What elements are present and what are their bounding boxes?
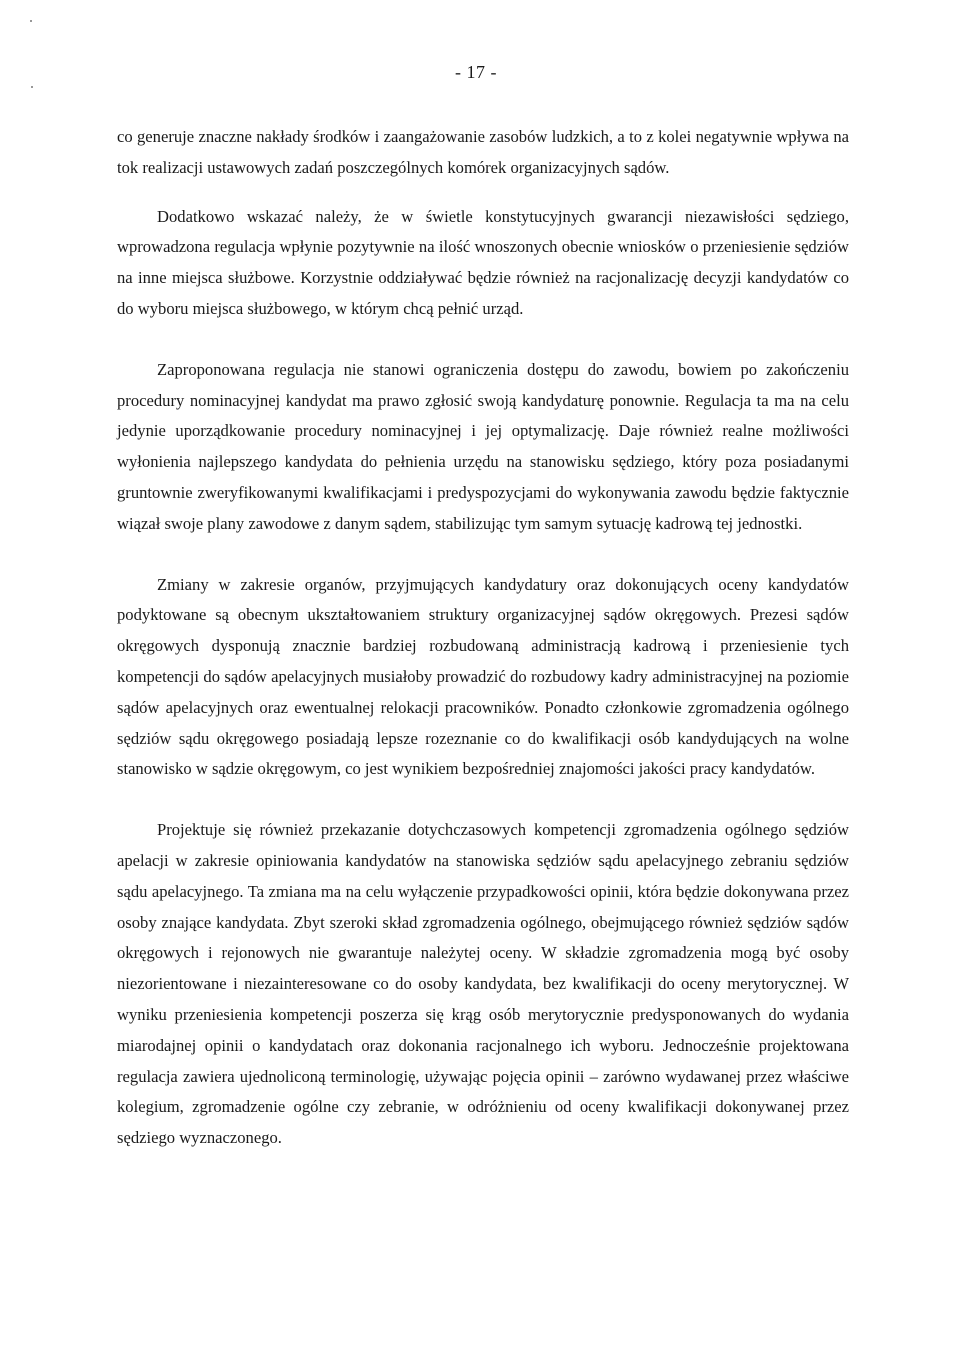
paragraph-dostep-do-zawodu: Zaproponowana regulacja nie stanowi ograniczenia dostępu do zawodu, bowiem po zakończeniu procedury nominacyjnej kandydat ma prawo zgłosić swoją kandydaturę ponownie. Regulacja ta ma na celu jedynie uporządkowanie procedury nominacyjnej i jej optymalizację. Daje również realne możliwości wyłonienia najlepszego kandydata do pełnienia urzędu na stanowisku sędziego, który poza posiadanymi gruntownie zweryfikowanymi kwalifikacjami i predyspozycjami do wykonywania zawodu będzie faktycznie wiązał swoje plany zawodowe z danym sądem, stabilizując tym samym sytuację kadrową tej jednostki.	[117, 359, 849, 533]
scan-speck	[31, 86, 33, 88]
document-body	[117, 122, 849, 1184]
paragraph-zmiany-organow: Zmiany w zakresie organów, przyjmujących kandydatury oraz dokonujących oceny kandydatów podyktowane są obecnym ukształtowaniem struktury organizacyjnej sądów okręgowych. Prezesi sądów okręgowych dysponują znacznie bardziej rozbudowaną administracją kadrową i przeniesienie tych kompetencji do sądów apelacyjnych musiałoby prowadzić do rozbudowy kadry administracyjnej na poziomie sądów apelacyjnych oraz ewentualnej relokacji pracowników. Ponadto członkowie zgromadzenia ogólnego sędziów sądu okręgowego posiadają lepsze rozeznanie co do kwalifikacji osób kandydujących na wolne stanowisko w sądzie okręgowym, co jest wynikiem bezpośredniej znajomości jakości pracy kandydatów.	[117, 574, 849, 779]
paragraph-continuation: co generuje znaczne nakłady środków i zaangażowanie zasobów ludzkich, a to z kolei negatywnie wpływa na tok realizacji ustawowych zadań poszczególnych komórek organizacyjnych sądów.	[117, 127, 849, 177]
paragraph-kompetencje-zgromadzenia: Projektuje się również przekazanie dotychczasowych kompetencji zgromadzenia ogólnego sędziów apelacji w zakresie opiniowania kandydatów na stanowiska sędziów sądu apelacyjnego zebraniu sędziów sądu apelacyjnego. Ta zmiana ma na celu wyłączenie przypadkowości opinii, która będzie dokonywana przez osoby znające kandydata. Zbyt szeroki skład zgromadzenia ogólnego, obejmującego również sędziów sądów okręgowych i rejonowych nie gwarantuje należytej oceny. W składzie zgromadzenia mogą być osoby niezorientowane i niezainteresowane co do osoby kandydata, bez kwalifikacji do oceny merytorycznej. W wyniku przeniesienia kompetencji poszerza się krąg osób merytorycznie predysponowanych do wydania miarodajnej opinii o kandydatach oraz dokonania racjonalnego ich wyboru. Jednocześnie projektowana regulacja zawiera ujednoliconą terminologię, używając pojęcia opinii – zarówno wydawanej przez właściwe kolegium, zgromadzenie ogólne czy zebranie, w odróżnieniu od oceny kwalifikacji dokonywanej przez sędziego wyznaczonego.	[117, 820, 849, 1148]
paragraph-wnioski: Dodatkowo wskazać należy, że w świetle konstytucyjnych gwarancji niezawisłości sędziego, wprowadzona regulacja wpłynie pozytywnie na ilość wnoszonych obecnie wniosków o przeniesienie sędziów na inne miejsca służbowe. Korzystnie oddziaływać będzie również na racjonalizację decyzji kandydatów co do wyboru miejsca służbowego, w którym chcą pełnić urząd.	[117, 206, 849, 318]
scan-speck	[30, 20, 32, 22]
page-number: - 17 -	[455, 62, 497, 82]
